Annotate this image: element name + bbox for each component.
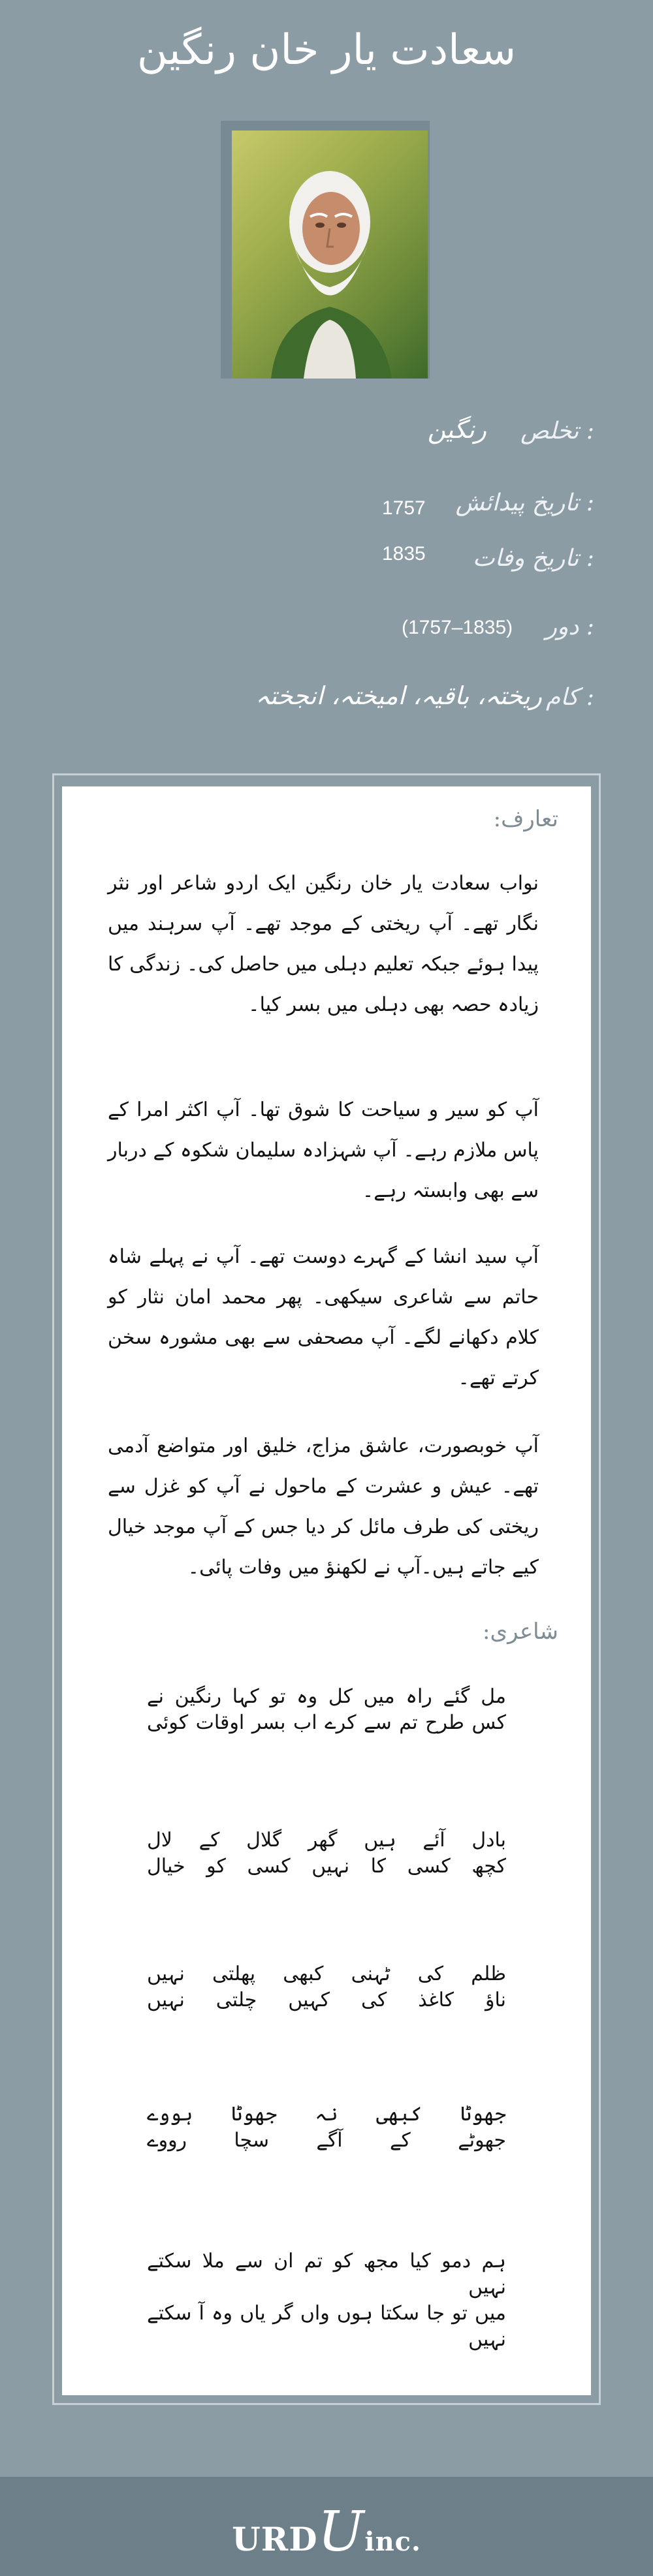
works-label: کام :: [546, 684, 594, 711]
couplet-line: مل گئے راہ میں کل وہ تو کہا رنگین نے: [147, 1685, 506, 1708]
poet-name-title: سعادت یار خان رنگین: [136, 26, 517, 74]
couplet: [147, 2248, 506, 2353]
site-logo[interactable]: [0, 2500, 653, 2564]
era-label: دور :: [545, 613, 594, 640]
couplet: [147, 1827, 506, 1880]
info-row-works: [0, 681, 653, 723]
intro-paragraph: آپ خوبصورت، عاشق مزاج، خلیق اور متواضع آدمی تھے۔ عیش و عشرت کے ماحول نے آپ کو غزل سے ریختی کی طرف مائل کر دیا جس کے آپ موجد خیال کیے جاتے ہیں۔آپ نے لکھنؤ میں وفات پائی۔: [108, 1435, 539, 1579]
couplet-line: ہم دمو کیا مجھ کو تم ان سے ملا سکتے نہیں: [147, 2250, 506, 2299]
info-row-era: [0, 613, 653, 653]
couplet-line: میں تو جا سکتا ہوں واں گر یاں وہ آ سکتے نہیں: [147, 2302, 506, 2351]
couplet-line: ناؤ کاغذ کی کہیں چلتی نہیں: [147, 1989, 506, 2011]
info-row-birth: [0, 489, 653, 529]
death-date-value: 1835: [382, 543, 426, 565]
poet-portrait: [232, 131, 428, 379]
death-date-label: تاریخ وفات :: [472, 545, 594, 572]
couplet: [147, 2102, 506, 2154]
couplet-line: کس طرح تم سے کرے اب بسر اوقات کوئی: [147, 1711, 506, 1734]
intro-paragraph: نواب سعادت یار خان رنگین ایک اردو شاعر اور نثر نگار تھے۔ آپ ریختی کے موجد تھے۔ آپ سرہند میں پیدا ہوئے جبکہ تعلیم دہلی میں حاصل کی۔ زندگی کا زیادہ حصہ بھی دہلی میں بسر کیا۔: [108, 872, 539, 1016]
intro-paragraph: آپ سید انشا کے گہرے دوست تھے۔ آپ نے پہلے شاہ حاتم سے شاعری سیکھی۔ پھر محمد امان نثار کو کلام دکھانے لگے۔ آپ مصحفی سے بھی مشورہ سخن کرتے تھے۔: [108, 1245, 539, 1389]
couplet-line: بادل آئے ہیں گھر گلال کے لال: [147, 1829, 506, 1852]
info-row-death: [0, 545, 653, 584]
takhallus-value: رنگین: [427, 415, 486, 444]
takhallus-label: تخلص :: [520, 418, 594, 444]
intro-heading: تعارف:: [493, 806, 558, 832]
couplet-line: جھوٹے کے آگے سچا رووے: [147, 2129, 506, 2152]
birth-date-value: 1757: [382, 497, 426, 519]
era-value: (1757–1835): [402, 617, 513, 638]
works-value: ریختہ، باقیہ، امیختہ، انجختہ: [255, 681, 542, 710]
couplet-line: ظلم کی ٹہنی کبھی پھلتی نہیں: [147, 1963, 506, 1985]
intro-paragraph: آپ کو سیر و سیاحت کا شوق تھا۔ آپ اکثر امرا کے پاس ملازم رہے۔ آپ شہزادہ سلیمان شکوہ کے دربار سے بھی وابستہ رہے۔: [108, 1098, 539, 1202]
poetry-heading: شاعری:: [483, 1619, 558, 1645]
couplet: [147, 1961, 506, 2013]
logo-u: U: [317, 2500, 365, 2564]
birth-date-label: تاریخ پیدائش :: [455, 489, 594, 516]
couplet-line: کچھ کسی کا نہیں کسی کو خیال: [147, 1855, 506, 1878]
couplet-line: جھوٹا کبھی نہ جھوٹا ہووے: [147, 2103, 506, 2126]
logo-prefix: URD: [232, 2520, 318, 2558]
info-row-takhallus: [0, 415, 653, 457]
couplet: [147, 1684, 506, 1736]
logo-suffix: inc.: [364, 2526, 421, 2557]
content-card: [62, 786, 591, 2395]
